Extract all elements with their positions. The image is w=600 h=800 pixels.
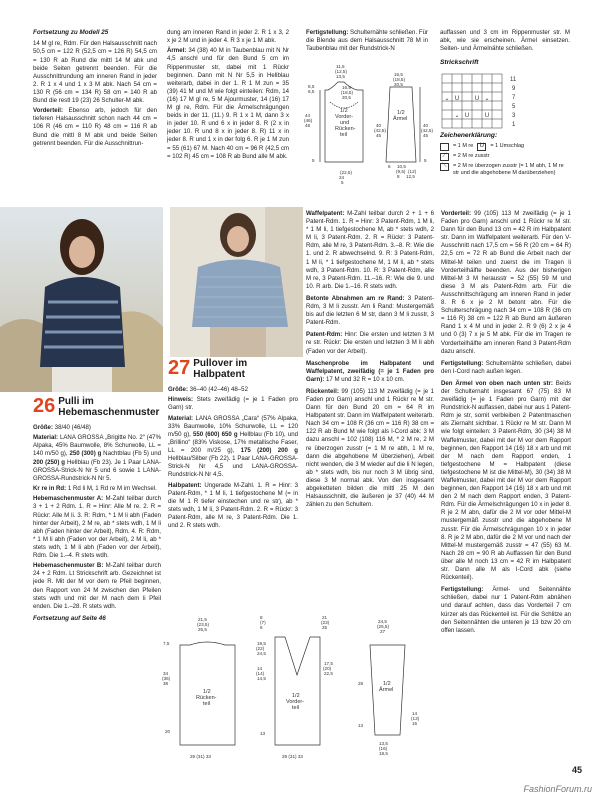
paragraph bbox=[306, 331, 434, 355]
section-label: Maschenprobe im Halbpatent und Waffelpatent, zweifädig (= je 1 Faden pro Garn): bbox=[306, 359, 434, 383]
paragraph bbox=[33, 562, 161, 611]
dim-label: 16,5 bbox=[342, 85, 351, 90]
model-title: Hebemaschenmuster bbox=[58, 407, 160, 418]
knitting-chart-svg bbox=[440, 72, 530, 130]
section-text: 34 (38) 40 M in Taubenblau mit N Nr 4,5 anschl und für den Bund 5 cm im Rippenmuster str, dabei mit 1 Rückr beginnen. Dann mit N Nr 5,5 in Hellblau weiterarb, dabei in der 1. R 1 M zun = 35 (39) 41 M und M wie folgt einteilen: Rdm, 14 (16) 17 M gl re, 5 M Ajourmuster, 14 (16) 17 M gl re, Rdm. Für die Ärmelschrägungen beids in der 11. (11.) 9. R 1 x 1 M, dann 3 x in jeder 10. R und 6 x in jeder 8. R (2 x in jeder 10. R und 8 x in jeder 8. R) 11 x in jeder 8. R und 1 x in der folg 6. R je 1 M zun = 55 (61) 67 M. Nach 40 cm = 96 R (42,5 cm = 102 R) 45 cm = 108 R ab Bund alle M abk. bbox=[167, 47, 289, 160]
yarn-amount: 550 (600) 650 g bbox=[192, 430, 238, 438]
dim-label: 45 bbox=[423, 133, 429, 138]
dim-label: 18,5 bbox=[379, 751, 388, 756]
dim-label: 17,5 bbox=[324, 661, 333, 666]
yarn-over-icon: U bbox=[477, 143, 486, 151]
section-label: Vorderteil: bbox=[441, 210, 472, 217]
row-number: 3 bbox=[512, 113, 516, 120]
yarn-over-symbol: U bbox=[464, 113, 470, 120]
model-27-photo-svg bbox=[170, 207, 303, 357]
section-text: Schulternähte schließen. Für die Blende aus dem Halsausschnitt 78 M in Taubenblau mit der Rundstrick-N bbox=[306, 29, 428, 53]
piece-label: Ärmel bbox=[393, 116, 408, 122]
piece-label: Vorder- bbox=[335, 114, 354, 120]
paragraph bbox=[441, 586, 571, 635]
dim-label: 40 bbox=[423, 123, 429, 128]
yarn-amount: 200 (250) g bbox=[33, 458, 66, 466]
section-text: 99 (105) 113 M zweifädig (= je 1 Faden pro Garn) anschl und 1 Rückr re M str. Dann für den Bund 13 cm = 42 R im Halbpatent str. Dann im Waffelpatent weiterarb. Für den V-Ausschnitt nach 17,5 cm = 56 R (20 cm = 64 R) 22,5 cm = 72 R ab Bund die Arbeit nach der Mittel-M teilen und zuerst die im Tragen li Vorderteilhälfte beenden. Aus der bisherigen Mittel-M 3 M herausstr = 52 (55) 59 M und diese 3 M als Patent-Rdm arb. Für die Ausschnittschrägung am inneren Rand in jeder 8. R 6 x je 2 M betont abn. Für die Schulterschrägung nach 34 cm = 108 R (36 cm = 116 R) 38 cm = 122 R ab Bund am äußeren Rand 1 x 4 M und in jeder 2. R 9 (6) 2 x je 4 und 0 (3) 7 x je 5 M abk. Für die im Tragen re Vorderteilhälfte am inneren Rand 3 Patent-Rdm dazu anschl. bbox=[441, 210, 571, 355]
dim-label: 16,5 bbox=[394, 72, 403, 77]
dim-label: 21,5 bbox=[198, 617, 207, 622]
section-text: Nachtblau (Fb 5) und bbox=[101, 450, 161, 458]
row-number: 5 bbox=[512, 104, 516, 111]
dim-label: 10,5 bbox=[397, 164, 406, 169]
dim-label: 15 bbox=[412, 721, 418, 726]
dim-label: 45 bbox=[376, 133, 382, 138]
section-label: Fertigstellung: bbox=[306, 29, 349, 36]
model-27-heading bbox=[168, 358, 298, 380]
legend-heading: Zeichenerklärung: bbox=[440, 132, 498, 140]
dim-label: 38 bbox=[163, 681, 169, 686]
dim-label: 20 bbox=[165, 729, 171, 734]
dim-label: 24 bbox=[339, 175, 345, 180]
section-text: Beids der Schulternaht insgesamt 67 (75) 83 M zweifädig (= je 1 Faden pro Garn) mit der Rundstrick-N auffassen, dabei nur aus 1 Patent-Rdm je str, somit verbleiben 2 Patentmaschen als Ziernaht sichtbar. 1 Rückr re M str. Dann M wie folgt einteilen: 3 Patent-Rdm, 30 (34) 38 M Waffelmuster, dabei mit der M vor dem Rapport beginnen, den Rapport 14 (16) 18 x arb und mit der M nach dem Rapport enden, 1 tiefgestochene M = Halbpatent (diese tiefgestochene M ist die Mittel-M), 30 (34) 38 M Waffelmuster, dabei mit der M vor dem Rapport beginnen, den Rapport 14 (16) 18 x arb und mit den 2 M nach dem Rapport enden, 3 Patent-Rdm. Für die Ärmelschrägungen 10 x in jeder 8. R je 2 M abn, dafür die 2 M vor oder Mittel-M mustergemäß zusstr und die abgehobene M zusstr. Für die Ärmelschrägungen 10 x in jeder 8. R je 2 M abn, dafür die 2 M vor und nach der Mittel-M mustergemäß zusstr = 47 (55) 63 M. Nach 28 cm = 90 R ab Auffassen für den Bund über alle M noch 13 cm = 42 R im Halbpatent str. Dann alle M als I-Cord abk (siehe Rückenteil). bbox=[441, 379, 571, 582]
text-column-2 bbox=[167, 29, 289, 209]
row-number: 7 bbox=[512, 95, 516, 102]
k2tog-icon: ⟋ bbox=[440, 153, 449, 161]
photo-model-27 bbox=[170, 207, 303, 357]
dim-label: 12,5 bbox=[406, 174, 415, 179]
knitting-chart bbox=[440, 72, 570, 132]
piece-label: teil bbox=[203, 701, 211, 707]
decrease-symbol: ⌄ bbox=[444, 96, 450, 103]
page-number: 45 bbox=[571, 765, 582, 775]
ssk-icon: ⟍ bbox=[440, 163, 449, 171]
paragraph bbox=[306, 388, 434, 509]
section-text: 36–40 (42–46) 48–52 bbox=[187, 386, 248, 393]
piece-label: Rücken- bbox=[196, 695, 217, 701]
dim-label: 34 bbox=[163, 671, 169, 676]
text-column-middle bbox=[306, 210, 434, 620]
dim-label: 44 bbox=[305, 113, 311, 118]
dim-label: 13,5 bbox=[336, 74, 345, 79]
dim-label: (22) bbox=[256, 646, 265, 651]
piece-label: Ärmel bbox=[379, 687, 394, 693]
dim-label: 6 bbox=[388, 164, 391, 169]
dim-label: 13 bbox=[260, 731, 266, 736]
section-label: Größe: bbox=[33, 424, 53, 431]
text-column-1 bbox=[33, 29, 157, 209]
yarn-over-symbol: U bbox=[474, 96, 480, 103]
section-text: 38/40 (46/48) bbox=[52, 424, 91, 431]
piece-label: Rücken- bbox=[335, 126, 356, 132]
section-text: LANA GROSSA „Cara“ (57% Alpaka, 33% Baumwolle, 10% Schurwolle, LL = 120 m/50 g), bbox=[168, 414, 298, 438]
dim-label: 40 bbox=[376, 123, 382, 128]
piece-label: teil bbox=[292, 705, 300, 711]
paragraph bbox=[306, 210, 434, 291]
paragraph: auffassen und 3 cm im Rippenmuster str. M abk, wie sie erscheinen. Ärmel einsetzen. Seiten- und Ärmelnähte schließen. bbox=[440, 29, 570, 53]
section-text: Ungerade M-Zahl. 1. R = Hinr: 3 Patent-Rdm, * 1 M li, 1 tiefgestochene M (= in die M 1 R tiefer einstechen und re str), ab * stets wdh, 1 M li, 3 Patent-Rdm. 2. R = Rückr: 3 Patent-Rdm, alle M re, 3 Patent-Rdm. Die 1. und 2. R stets wdh. bbox=[168, 481, 298, 530]
piece-label: 1/2 bbox=[397, 110, 405, 116]
paragraph: 14 M gl re, Rdm. Für den Halsausschnitt nach 50,5 cm = 122 R (52,5 cm = 126 R) 54,5 cm = 130 R ab Rund die mittl 14 M abk und beide Seiten getrennt beenden. Für die Ausschnittrundung am inneren Rand in jeder 2. R 1 x 4 und 1 x 3 M abk. Nach 54 cm = 130 R (56 cm = 134 R) 58 cm = 140 R ab Bund die restl 19 (23) 26 Schulter-M abk. bbox=[33, 40, 157, 105]
section-label: Größe: bbox=[168, 386, 188, 393]
legend-item bbox=[440, 143, 570, 151]
dim-label: 14 bbox=[257, 666, 263, 671]
paragraph bbox=[33, 424, 161, 432]
dim-label: (42,5) bbox=[421, 128, 434, 133]
piece-label: 1/2 bbox=[292, 693, 300, 699]
paragraph bbox=[168, 482, 298, 531]
model-title: Halbpatent bbox=[193, 369, 245, 380]
schematic-svg bbox=[300, 62, 440, 192]
section-text: Ebenso arb, jedoch für den tieferen Halsausschnitt schon nach 44 cm = 106 R (46 cm = 110 R) 48 cm = 116 R ab Bund die mittl 8 M abk und beide Seiten getrennt beenden. Für die Ausschnittrun- bbox=[33, 107, 157, 147]
piece-label: teil bbox=[340, 132, 348, 138]
paragraph bbox=[33, 434, 161, 483]
section-label: Waffelpatent: bbox=[306, 210, 345, 217]
chart-heading: Strickschrift bbox=[440, 59, 479, 67]
dim-label: 20,5 bbox=[394, 82, 403, 87]
continuation-note: Fortsetzung auf Seite 46 bbox=[33, 614, 106, 622]
dim-label: 6 bbox=[260, 625, 263, 630]
dim-label: (13) bbox=[411, 716, 420, 721]
section-label: Vorderteil: bbox=[33, 107, 64, 115]
paragraph: dung am inneren Rand in jeder 2. R 1 x 3, 2 x je 2 M und in jeder 4. R 3 x je 1 M abk. bbox=[167, 29, 289, 45]
dim-label: 24,5 bbox=[378, 619, 387, 624]
section-label: Hebemaschenmuster B: bbox=[33, 562, 104, 570]
paragraph bbox=[168, 415, 298, 480]
dim-label: (36) bbox=[162, 676, 171, 681]
dim-label: 7,5 bbox=[163, 641, 170, 646]
piece-label: 1/2 bbox=[340, 108, 348, 114]
dim-label: 8,5 bbox=[308, 84, 315, 89]
dim-label: 8 bbox=[260, 615, 263, 620]
dim-label: 5 bbox=[341, 180, 344, 185]
section-label: Betonte Abnahmen am re Rand: bbox=[306, 294, 405, 302]
dim-label: 19,5 bbox=[257, 641, 266, 646]
dim-label: (16) bbox=[379, 746, 388, 751]
dim-label: 5 bbox=[424, 158, 427, 163]
dim-label: (20) bbox=[323, 666, 332, 671]
front-outline bbox=[275, 637, 320, 745]
legend-text: = 1 M re bbox=[453, 143, 474, 150]
dim-label: 20,5 bbox=[342, 95, 351, 100]
section-text: 99 (105) 113 M zweifädig (= je 1 Faden pro Garn) anschl und 1 Rückr re M str. Dann für den Bund 20 cm = 64 R im Halbpatent str. Dann im Waffelpatent weiterarb. Nach 34 cm = 108 R (36 cm = 116 R) 38 cm = 122 R ab Bund M wie folgt als I-Cord abk: 3 M dazu anschl = 102 (108) 116 M, * 2 M re, 2 M re überzogen zusstr (= 1 M re abh, 1 M re, dann die abgehobene M überziehen), Arbeit nicht wenden, die 3 M wieder auf die li N legen, ab * stets wdh, bis nur noch 3 M übrig sind, diese 3 M normal abk. Von den insgesamt abgeketteten bilden die mittl 25 M den Halsausschnitt, die äußeren je 37 (40) 44 M zählen zu den Schultern. bbox=[306, 387, 434, 509]
legend-text: = 2 M re zusstr bbox=[453, 153, 490, 160]
section-label: Kr re in Rd: bbox=[33, 485, 67, 493]
decrease-symbol: ⌄ bbox=[484, 96, 490, 103]
dim-label: 24,5 bbox=[257, 651, 266, 656]
dim-label: 29 (31) 33 bbox=[190, 754, 211, 759]
schematic-diagram-top bbox=[300, 62, 440, 192]
paragraph bbox=[441, 360, 571, 376]
knit-stitch-icon bbox=[440, 143, 449, 151]
row-number: 1 bbox=[512, 122, 516, 129]
paragraph bbox=[441, 380, 571, 582]
yarn-over-symbol: U bbox=[484, 113, 490, 120]
dim-label: 6,5 bbox=[308, 89, 315, 94]
section-label: Fertigstellung: bbox=[441, 359, 484, 367]
legend-text: = 1 Umschlag bbox=[490, 143, 525, 150]
photo-model-26 bbox=[0, 207, 163, 392]
section-text: M-Zahl teilbar durch 24 + 2 Rdm. Lt Strickschrift arb. Gezeichnet ist jede R. Mit der M vor dem re Pfeil beginnen, den Rapport von 24 M zwischen den Pfeilen stets wdh und mit der M nach dem li Pfeil enden. Die 1.–28. R stets wdh. bbox=[33, 562, 161, 610]
model-number: 26 bbox=[33, 396, 56, 417]
section-label: Material: bbox=[168, 414, 194, 422]
section-text: 3 Patent-Rdm, 3 M li zusstr. Am li Rand: Mustergemäß bis auf die letzten 6 M str, dann 3 M li zusstr, 3 Patent-Rdm. bbox=[306, 294, 434, 327]
piece-label: 1/2 bbox=[203, 689, 211, 695]
row-number: 9 bbox=[512, 86, 516, 93]
model-title: Pullover im bbox=[193, 358, 248, 369]
text-column-right bbox=[441, 210, 571, 758]
section-text: Hinr: Die ersten und letzten 3 M re str. Rückr: Die ersten und letzten 3 M li abh (Faden vor der Arbeit). bbox=[306, 331, 434, 355]
legend-item bbox=[440, 153, 570, 161]
model-number: 27 bbox=[168, 358, 191, 379]
section-label: Den Ärmel von oben nach unten str: bbox=[441, 379, 553, 387]
section-text: M-Zahl teilbar durch 3 + 1 + 2 Rdm. 1. R = Hinr: Alle M re. 2. R = Rückr: Alle M li. 3. R: Rdm, * 1 M li abh (Faden hinter der Arbeit), 2 M re, ab * stets wdh, 1 M li abh (Faden hinter der Arbeit), Rdm. 4. R: Rdm, * 1 M li abh (Faden vor der Arbeit), 2 M li, ab * stets wdh, 1 M li abh (Faden vor der Arbeit), Rdm. Die 1.–4. R stets wdh. bbox=[33, 495, 161, 559]
paragraph bbox=[33, 485, 161, 493]
watermark: FashionForum.ru bbox=[523, 784, 592, 794]
paragraph bbox=[168, 396, 298, 412]
dim-label: 27 bbox=[380, 629, 386, 634]
dim-label: (7) bbox=[260, 620, 266, 625]
dim-label: 25 bbox=[322, 625, 328, 630]
dim-label: (18,5) bbox=[393, 77, 406, 82]
model-title: Pulli im bbox=[58, 396, 94, 407]
dim-label: 22,5 bbox=[324, 671, 333, 676]
piece-label: und bbox=[340, 120, 350, 126]
dim-label: (23,5) bbox=[197, 622, 210, 627]
dim-label: 14 bbox=[412, 711, 418, 716]
section-label: Fertigstellung: bbox=[441, 586, 484, 594]
dim-label: 25,5 bbox=[198, 627, 207, 632]
section-text: Hellblau/Silber (Fb 22). 1 Paar LANA-GROSSA-Strick-N Nr 4,5 und LANA-GROSSA-Rundstrick-N Nr 4,5. bbox=[168, 455, 298, 479]
dim-label: 8 bbox=[397, 174, 400, 179]
paragraph bbox=[33, 495, 161, 560]
dim-label: 5 bbox=[312, 158, 315, 163]
dim-label: (25,5) bbox=[377, 624, 390, 629]
continuation-note: Fortsetzung zu Modell 25 bbox=[33, 29, 109, 36]
model-26-block bbox=[33, 396, 161, 781]
dim-label: 13 bbox=[358, 723, 364, 728]
section-text: Stets zweifädig (= je 1 Faden pro Garn) str. bbox=[168, 396, 298, 412]
paragraph bbox=[168, 386, 298, 394]
model-26-heading bbox=[33, 396, 161, 418]
paragraph bbox=[33, 107, 157, 147]
dim-label: (23) bbox=[321, 620, 330, 625]
yarn-amount: 250 (300) g bbox=[69, 450, 102, 458]
model-26-photo-svg bbox=[0, 207, 163, 392]
section-text: 17 M und 32 R = 10 x 10 cm. bbox=[324, 375, 405, 383]
legend-text: = 2 M re überzogen zusstr (= 1 M abh, 1 M re str und die abgehobene M darüberziehen) bbox=[453, 163, 564, 177]
piece-label: 1/2 bbox=[383, 681, 391, 687]
schematic-bottom-svg bbox=[160, 615, 440, 765]
section-label: Material: bbox=[33, 434, 59, 442]
section-text: LANA GROSSA „Brigitte No. 2“ (47% Alpaka, 45% Baumwolle, 8% Schurwolle, LL = 140 m/50 g), bbox=[33, 434, 161, 458]
legend-item bbox=[440, 163, 570, 178]
text-column-4 bbox=[440, 29, 570, 199]
paragraph bbox=[306, 360, 434, 384]
dim-label: (9,5) bbox=[396, 169, 406, 174]
section-label: Hinweis: bbox=[168, 396, 194, 404]
section-label: Hebemaschenmuster A: bbox=[33, 495, 104, 503]
model-27-block bbox=[168, 358, 298, 610]
dim-label: 48 bbox=[305, 123, 311, 128]
dim-label: 13,5 bbox=[379, 741, 388, 746]
dim-label: (18,5) bbox=[341, 90, 354, 95]
section-text: Hellblau (Fb 23). Je 1 Paar LANA-GROSSA-Strick-N Nr 5 und 6 sowie 1 LANA-GROSSA-Rundstrick-N Nr 5. bbox=[33, 458, 161, 482]
section-text: Schulternähte schließen, dabei den I-Cord nach außen legen. bbox=[441, 359, 571, 375]
dim-label: (12) bbox=[408, 169, 417, 174]
dim-label: 21 bbox=[322, 615, 328, 620]
yarn-over-symbol: U bbox=[454, 96, 460, 103]
dim-label: 29 (31) 33 bbox=[282, 754, 303, 759]
section-label: Rückenteil: bbox=[306, 387, 339, 395]
section-label: Ärmel: bbox=[167, 47, 187, 55]
dim-label: 11,5 bbox=[336, 64, 345, 69]
dim-label: (42,5) bbox=[374, 128, 387, 133]
schematic-diagram-bottom bbox=[160, 615, 440, 765]
dim-label: (14) bbox=[256, 671, 265, 676]
section-label: Halbpatent: bbox=[168, 481, 202, 489]
dim-label: (22,5) bbox=[340, 170, 353, 175]
row-number: 11 bbox=[510, 77, 517, 84]
section-text: Hellblau (Fb 10), und „Brillino“ (83% Viskose, 17% metallische Faser, LL = 200 m/25 g), bbox=[168, 430, 298, 455]
paragraph bbox=[167, 47, 289, 160]
decrease-symbol: ⌄ bbox=[454, 113, 460, 120]
dim-label: 28 bbox=[358, 681, 364, 686]
dim-label: (46) bbox=[304, 118, 313, 123]
sleeve-outline bbox=[386, 87, 416, 162]
dim-label: 14,5 bbox=[257, 676, 266, 681]
dim-label: (12,5) bbox=[335, 69, 348, 74]
piece-label: Vorder- bbox=[286, 699, 305, 705]
paragraph bbox=[306, 295, 434, 327]
paragraph bbox=[306, 29, 428, 53]
section-label: Patent-Rdm: bbox=[306, 331, 343, 339]
section-text: M-Zahl teilbar durch 2 + 1 + 6 Patent-Rdm. 1. R = Hinr: 3 Patent-Rdm, 1 M li, * 1 M li, 1 tiefgestochene M, ab * stets wdh, 2 M li, 3 Patent-Rdm. 2. R = Rückr: 3 Patent-Rdm, alle M re, 3 Patent-Rdm. 3.–8. R: Wie die 1. und 2. R abwechselnd. 9. R: 3 Patent-Rdm, 1 M li, * 1 tiefgestochene M, 1 M li, ab * stets wdh, 3 Patent-Rdm. 10. R: 3 Patent-Rdm, alle M re, 3 Patent-Rdm. 11.–16. R: Wie die 9. und 10. R arb. Die 1.–16. R stets wdh. bbox=[306, 210, 434, 290]
section-text: 1 Rd li M, 1 Rd re M im Wechsel. bbox=[66, 485, 157, 493]
paragraph bbox=[441, 210, 571, 356]
yarn-amount: 175 (200) 200 g bbox=[240, 447, 298, 455]
section-text: Ärmel- und Seitennähte schließen, dabei nur 1 Patent-Rdm abnähen und darauf achten, dass das Vorderteil 7 cm kürzer als das Rückenteil ist. Für die Schlitze an den Seitennähten die unteren je 13 bzw 20 cm offen lassen. bbox=[441, 586, 571, 634]
